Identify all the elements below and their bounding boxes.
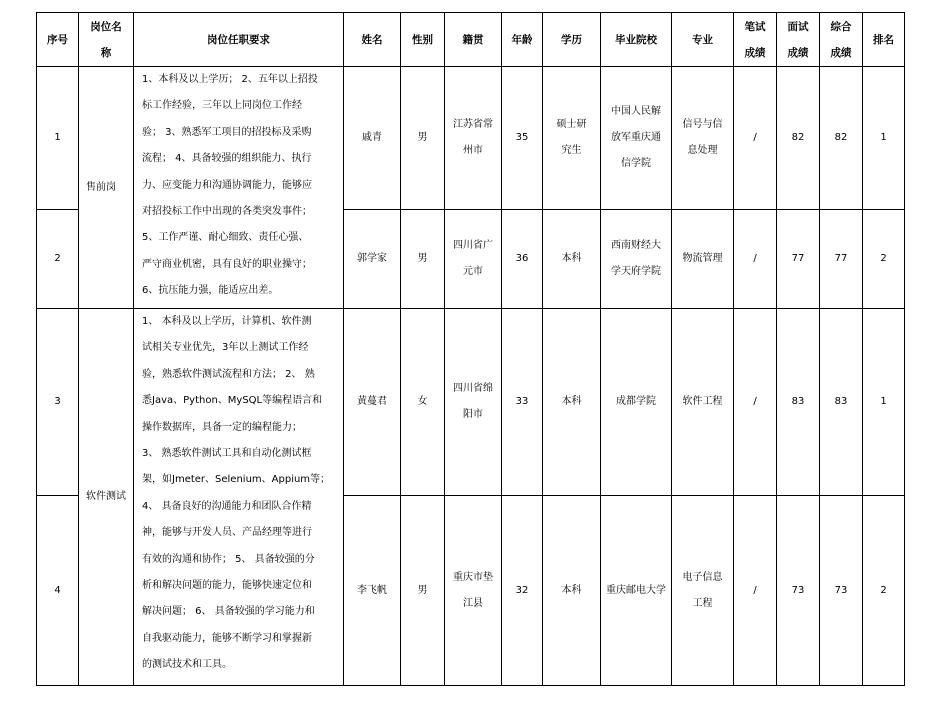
requirement-line: 标工作经验，三年以上同岗位工作经 bbox=[142, 100, 302, 112]
requirement-line: 流程； 4、具备较强的组织能力、执行 bbox=[142, 153, 312, 165]
header-origin: 籍贯 bbox=[445, 13, 502, 67]
header-position bbox=[79, 13, 134, 67]
cell-origin bbox=[445, 309, 502, 496]
cell-written: / bbox=[734, 210, 777, 309]
cell-age: 33 bbox=[502, 309, 543, 496]
cell-interview: 82 bbox=[777, 67, 820, 210]
header-requirements: 岗位任职要求 bbox=[134, 13, 344, 67]
requirement-line: 操作数据库，具备一定的编程能力； bbox=[142, 421, 302, 433]
requirement-line: 验，熟悉软件测试流程和方法； 2、 熟 bbox=[142, 368, 315, 380]
requirement-line: 解决问题； 6、 具备较强的学习能力和 bbox=[142, 606, 315, 618]
requirement-line: 3、 熟悉软件测试工具和自动化测试框 bbox=[142, 448, 312, 460]
cell-written: / bbox=[734, 309, 777, 496]
origin-label: 四川省广元市 bbox=[453, 240, 493, 277]
cell-origin bbox=[445, 67, 502, 210]
cell-gender: 男 bbox=[401, 210, 445, 309]
requirement-line: 试相关专业优先，3年以上测试工作经 bbox=[142, 342, 309, 354]
cell-rank: 2 bbox=[863, 496, 905, 686]
table-row bbox=[37, 309, 905, 496]
school-label: 西南财经大学天府学院 bbox=[611, 240, 661, 277]
cell-name: 郭学家 bbox=[344, 210, 401, 309]
cell-education: 本科 bbox=[543, 496, 601, 686]
header-interview-label: 面试成绩 bbox=[787, 20, 809, 59]
cell-interview: 77 bbox=[777, 210, 820, 309]
cell-major: 物流管理 bbox=[672, 210, 734, 309]
header-interview bbox=[777, 13, 820, 67]
cell-total: 82 bbox=[820, 67, 863, 210]
cell-written: / bbox=[734, 496, 777, 686]
requirement-line: 力、应变能力和沟通协调能力，能够应 bbox=[142, 179, 312, 191]
requirement-line: 析和解决问题的能力，能够快速定位和 bbox=[142, 580, 312, 592]
position-label: 售前岗 bbox=[86, 181, 116, 193]
cell-total: 83 bbox=[820, 309, 863, 496]
school-label: 中国人民解放军重庆通信学院 bbox=[611, 106, 661, 169]
cell-major: 软件工程 bbox=[672, 309, 734, 496]
cell-gender: 女 bbox=[401, 309, 445, 496]
requirement-line: 有效的沟通和协作； 5、 具备较强的分 bbox=[142, 553, 315, 565]
cell-seq: 3 bbox=[37, 309, 79, 496]
cell-total: 73 bbox=[820, 496, 863, 686]
header-age: 年龄 bbox=[502, 13, 543, 67]
header-total-label: 综合成绩 bbox=[830, 20, 852, 59]
header-major: 专业 bbox=[672, 13, 734, 67]
cell-major bbox=[672, 496, 734, 686]
header-written bbox=[734, 13, 777, 67]
cell-seq: 2 bbox=[37, 210, 79, 309]
cell-interview: 73 bbox=[777, 496, 820, 686]
requirement-line: 的测试技术和工具。 bbox=[142, 659, 232, 671]
origin-label: 江苏省常州市 bbox=[453, 119, 493, 156]
cell-requirements bbox=[134, 67, 344, 309]
header-gender: 性别 bbox=[401, 13, 445, 67]
school-label: 重庆邮电大学 bbox=[606, 584, 666, 596]
cell-education: 本科 bbox=[543, 309, 601, 496]
cell-total: 77 bbox=[820, 210, 863, 309]
cell-school bbox=[601, 210, 672, 309]
cell-requirements bbox=[134, 309, 344, 686]
cell-age: 35 bbox=[502, 67, 543, 210]
cell-gender: 男 bbox=[401, 496, 445, 686]
header-school: 毕业院校 bbox=[601, 13, 672, 67]
position-label: 软件测试 bbox=[86, 491, 126, 502]
requirement-line: 架，如Jmeter、Selenium、Appium等； bbox=[142, 474, 331, 486]
cell-major bbox=[672, 67, 734, 210]
cell-education bbox=[543, 67, 601, 210]
header-seq: 序号 bbox=[37, 13, 79, 67]
requirement-line: 6、抗压能力强，能适应出差。 bbox=[142, 285, 279, 297]
cell-education: 本科 bbox=[543, 210, 601, 309]
requirement-line: 严守商业机密，具有良好的职业操守； bbox=[142, 258, 312, 270]
requirement-line: 5、工作严谨、耐心细致、责任心强、 bbox=[142, 232, 309, 244]
origin-label: 四川省绵阳市 bbox=[453, 383, 493, 420]
cell-position bbox=[79, 309, 134, 686]
cell-school bbox=[601, 67, 672, 210]
cell-rank: 1 bbox=[863, 67, 905, 210]
origin-label: 重庆市垫江县 bbox=[453, 571, 493, 609]
cell-name: 李飞帆 bbox=[344, 496, 401, 686]
cell-origin bbox=[445, 210, 502, 309]
header-position-label: 岗位名称 bbox=[90, 20, 122, 59]
requirement-line: 自我驱动能力，能够不断学习和掌握新 bbox=[142, 632, 312, 644]
requirement-line: 对招投标工作中出现的各类突发事件； bbox=[142, 206, 312, 218]
requirement-line: 验； 3、熟悉军工项目的招投标及采购 bbox=[142, 126, 312, 138]
requirement-line: 4、 具备良好的沟通能力和团队合作精 bbox=[142, 500, 312, 512]
cell-written: / bbox=[734, 67, 777, 210]
cell-seq: 4 bbox=[37, 496, 79, 686]
results-table bbox=[36, 12, 905, 686]
cell-origin bbox=[445, 496, 502, 686]
requirement-line: 神，能够与开发人员、产品经理等进行 bbox=[142, 527, 312, 539]
header-total bbox=[820, 13, 863, 67]
cell-age: 36 bbox=[502, 210, 543, 309]
header-written-label: 笔试成绩 bbox=[744, 20, 766, 59]
requirement-line: 1、本科及以上学历； 2、五年以上招投 bbox=[142, 74, 318, 85]
major-label: 信号与信息处理 bbox=[682, 119, 723, 156]
cell-school bbox=[601, 496, 672, 686]
cell-school: 成都学院 bbox=[601, 309, 672, 496]
cell-age: 32 bbox=[502, 496, 543, 686]
header-rank: 排名 bbox=[863, 13, 905, 67]
table-row bbox=[37, 67, 905, 210]
requirement-line: 悉Java、Python、MySQL等编程语言和 bbox=[142, 395, 323, 407]
cell-interview: 83 bbox=[777, 309, 820, 496]
cell-seq: 1 bbox=[37, 67, 79, 210]
cell-gender: 男 bbox=[401, 67, 445, 210]
header-name: 姓名 bbox=[344, 13, 401, 67]
cell-name: 黄蔓君 bbox=[344, 309, 401, 496]
cell-name: 戚青 bbox=[344, 67, 401, 210]
header-row bbox=[37, 13, 905, 67]
education-label: 硕士研究生 bbox=[556, 119, 587, 156]
header-education: 学历 bbox=[543, 13, 601, 67]
cell-position bbox=[79, 67, 134, 309]
requirement-line: 1、 本科及以上学历，计算机、软件测 bbox=[142, 316, 312, 327]
cell-rank: 1 bbox=[863, 309, 905, 496]
major-label: 电子信息工程 bbox=[682, 571, 723, 609]
cell-rank: 2 bbox=[863, 210, 905, 309]
